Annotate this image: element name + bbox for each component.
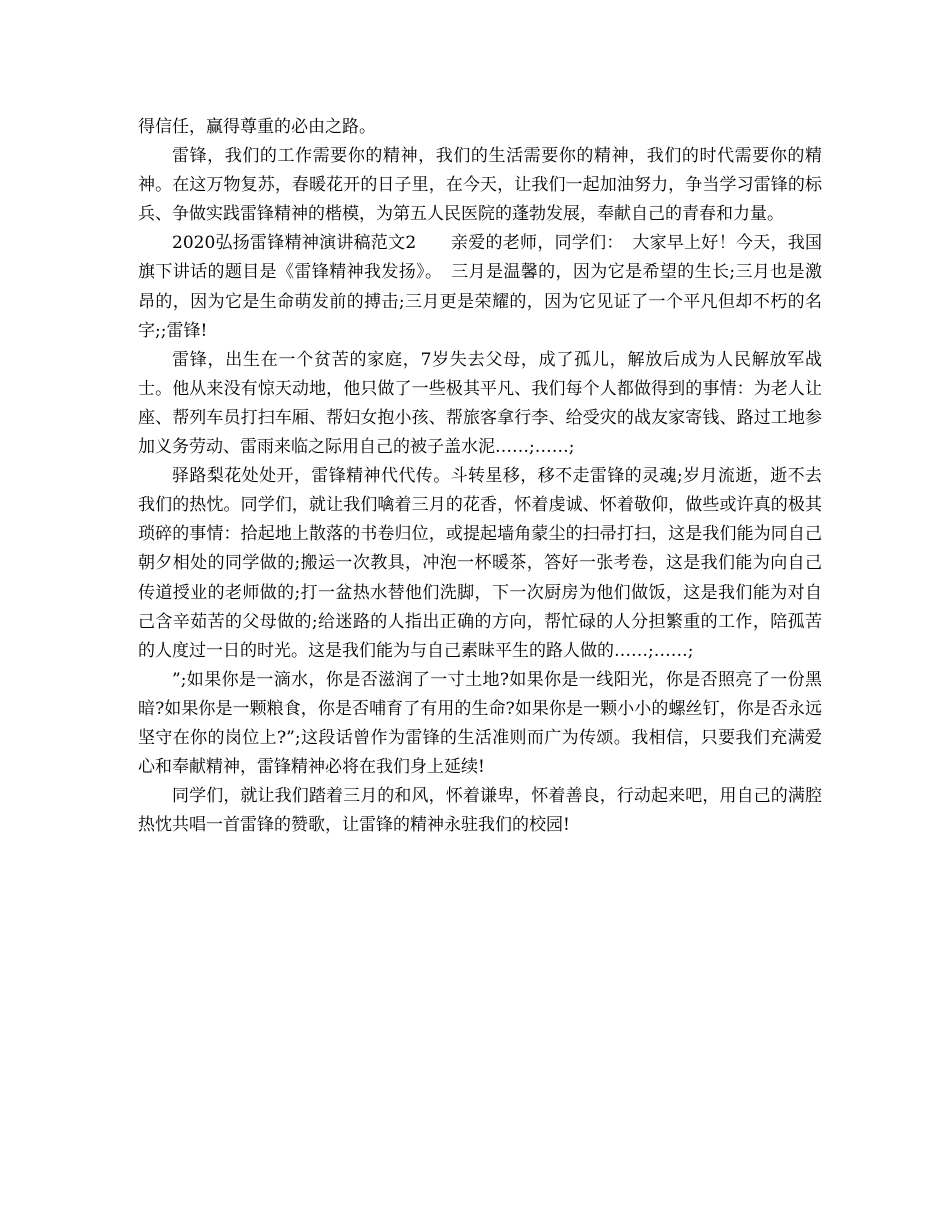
paragraph-speech-title: 2020弘扬雷锋精神演讲稿范文2 亲爱的老师，同学们： 大家早上好！今天，我国旗下讲话的题目是《雷锋精神我发扬》。 三月是温馨的，因为它是希望的生长;三月也是激昂的，因为它是生命萌发前的搏击;三月更是荣耀的，因为它见证了一个平凡但却不朽的名字;;雷锋! (138, 233, 822, 341)
paragraph-quote: ”;如果你是一滴水，你是否滋润了一寸土地?如果你是一线阳光，你是否照亮了一份黑暗?如果你是一颗粮食，你是否哺育了有用的生命?如果你是一颗小小的螺丝钉，你是否永远坚守在你的岗位上?”;这段话曾作为雷锋的生活准则而广为传颂。我相信，只要我们充满爱心和奉献精神，雷锋精神必将在我们身上延续! (138, 669, 822, 778)
paragraph-biography: 雷锋，出生在一个贫苦的家庭，7岁失去父母，成了孤儿，解放后成为人民解放军战士。他从来没有惊天动地，他只做了一些极其平凡、我们每个人都做得到的事情：为老人让座、帮列车员打扫车厢、帮妇女抱小孩、帮旅客拿行李、给受灾的战友家寄钱、路过工地参加义务劳动、雷雨来临之际用自己的被子盖水泥……;……; (138, 349, 822, 458)
paragraph-continuation: 得信任，赢得尊重的必由之路。 (138, 117, 376, 137)
paragraph-small-deeds: 驿路梨花处处开，雷锋精神代代传。斗转星移，移不走雷锋的灵魂;岁月流逝，逝不去我们的热忱。同学们，就让我们噙着三月的花香，怀着虔诚、怀着敬仰，做些或许真的极其琐碎的事情：拾起地上散落的书卷归位，或提起墙角蒙尘的扫帚打扫，这是我们能为同自己朝夕相处的同学做的;搬运一次教具，冲泡一杯暖茶，答好一张考卷，这是我们能为向自己传道授业的老师做的;打一盆热水替他们洗脚，下一次厨房为他们做饭，这是我们能为对自己含辛茹苦的父母做的;给迷路的人指出正确的方向，帮忙碌的人分担繁重的工作，陪孤苦的人度过一日的时光。这是我们能为与自己素昧平生的路人做的……;……; (138, 466, 822, 661)
paragraph-closing: 同学们，就让我们踏着三月的和风，怀着谦卑，怀着善良，行动起来吧，用自己的满腔热忱共唱一首雷锋的赞歌，让雷锋的精神永驻我们的校园! (138, 786, 822, 836)
paragraph-lei-feng-spirit: 雷锋，我们的工作需要你的精神，我们的生活需要你的精神，我们的时代需要你的精神。在这万物复苏，春暖花开的日子里，在今天，让我们一起加油努力，争当学习雷锋的标兵、争做实践雷锋精神的楷模，为第五人民医院的蓬勃发展，奉献自己的青春和力量。 (138, 146, 822, 225)
document-page (138, 113, 822, 840)
